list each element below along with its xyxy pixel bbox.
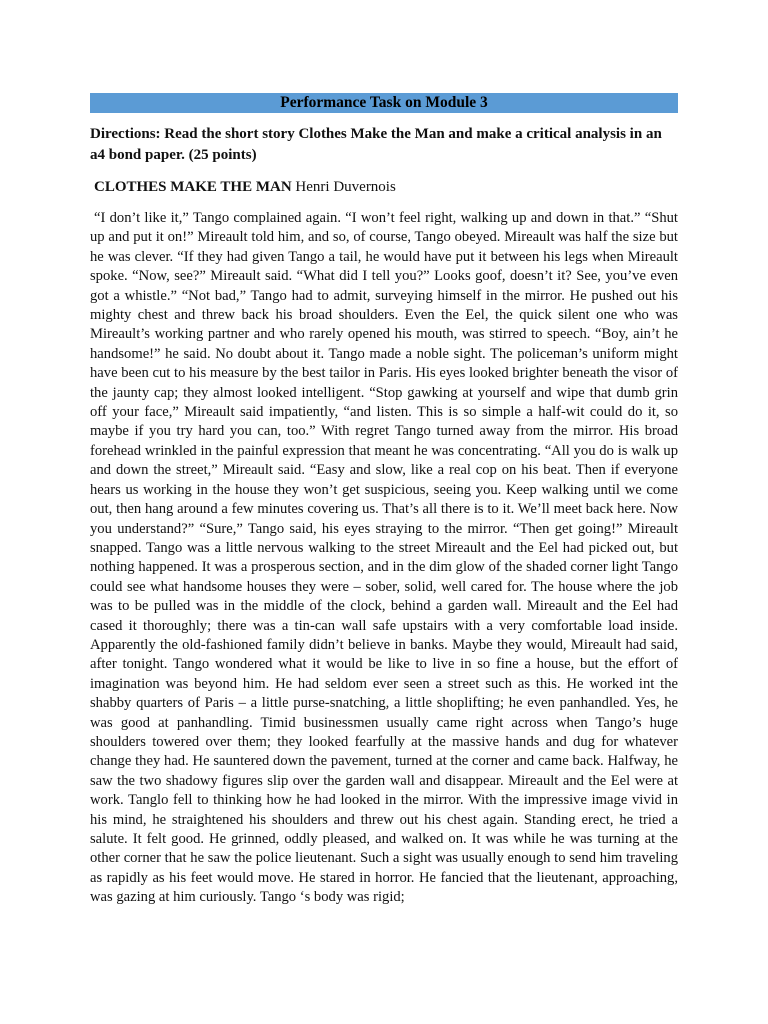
directions-text: Directions: Read the short story Clothes Make the Man and make a critical analysis in an a4 bond paper. (25 points) [90, 126, 662, 163]
story-body: “I don’t like it,” Tango complained again. “I won’t feel right, walking up and down in that.” “Shut up and put it on!” Mireault told him, and so, of course, Tango obeyed. Mireault was half the size but he was clever. “If they had given Tango a tail, he would have put it between his legs when Mireault spoke. “Now, see?” Mireault said. “What did I tell you?” Looks goof, doesn’t it? See, you’ve even got a whistle.” “Not bad,” Tango had to admit, surveying himself in the mirror. He pushed out his mighty chest and threw back his broad shoulders. Even the Eel, the quick silent one who was Mireault’s working partner and who rarely opened his mouth, was stirred to speech. “Boy, ain’t he handsome!” he said. No doubt about it. Tango made a noble sight. The policeman’s uniform might have been cut to his measure by the best tailor in Paris. His eyes looked brighter beneath the visor of the jaunty cap; they almost looked intelligent. “Stop gawking at yourself and wipe that dumb grin off your face,” Mireault said impatiently, “and listen. This is so simple a half-wit could do it, so maybe if you try hard you can, too.” With regret Tango turned away from the mirror. His broad forehead wrinkled in the painful expression that meant he was concentrating. “All you do is walk up and down the street,” Mireault said. “Easy and slow, like a real cop on his beat. Then if everyone hears us working in the house they won’t get suspicious, seeing you. Keep walking until we come out, then hang around a few minutes covering us. That’s all there is to it. We’ll meet back here. Now you understand?” “Sure,” Tango said, his eyes straying to the mirror. “Then get going!” Mireault snapped. Tango was a little nervous walking to the street Mireault and the Eel had picked out, but nothing happened. It was a prosperous section, and in the dim glow of the shaded corner light Tango could see what handsome houses they were – sober, solid, well cared for. The house where the job was to be pulled was in the middle of the clock, behind a garden wall. Mireault and the Eel had cased it thoroughly; there was a tin-can wall safe upstairs with a very comfortable load inside. Apparently the old-fashioned family didn’t believe in banks. Maybe they would, Mireault had said, after tonight. Tango wondered what it would be like to live in so fine a house, but the effort of imagination was beyond him. He had seldom ever seen a street such as this. He worked int the shabby quarters of Paris – a little purse-snatching, a little shoplifting; he even panhandled. Yes, he was good at panhandling. Timid businessmen usually came right across when Tango’s huge shoulders towered over them; they looked fearfully at the massive hands and dug for whatever change they had. He sauntered down the pavement, turned at the corner and came back. Halfway, he saw the two shadowy figures slip over the garden wall and disappear. Mireault and the Eel were at work. Tanglo fell to thinking how he had looked in the mirror. With the impressive image vivid in his mind, he straightened his shoulders and threw out his chest again. Standing erect, he tried a salute. It felt good. He grinned, oddly pleased, and walked on. It was while he was turning at the other corner that he saw the police lieutenant. Such a sight was usually enough to send him traveling as rapidly as his feet would move. He stared in horror. He fancied that the lieutenant, approaching, was gazing at him curiously. Tango ‘s body was rigid; [90, 210, 682, 906]
document-page [90, 93, 682, 908]
page-title: Performance Task on Module 3 [90, 93, 678, 113]
story-title: CLOTHES MAKE THE MAN [94, 179, 292, 195]
story-author: Henri Duvernois [295, 179, 396, 195]
story-heading [90, 177, 678, 198]
